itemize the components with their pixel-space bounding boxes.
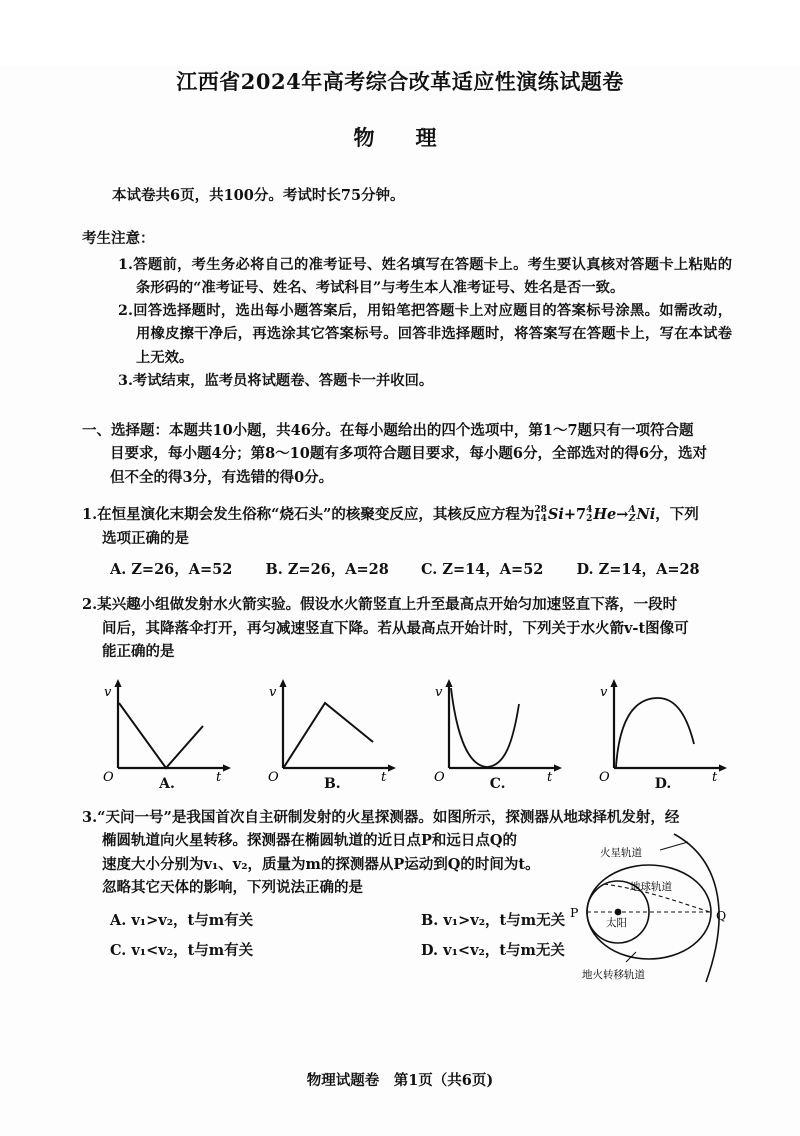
option-a[interactable]: A. Z=26，A=52 [110,561,233,579]
section-line-3: 但不全的得3分，有选错的得0分。 [110,468,334,486]
graph-option-b[interactable] [257,676,407,792]
exam-paper-page [0,66,800,1136]
axis-label-x: t [711,769,718,785]
list-item: 3.考试结束，监考员将试题卷、答题卡一并收回。 [118,372,434,389]
axis-label-y: v [269,684,277,700]
nickel-isotope-superscripts: A Z [628,505,636,525]
option-b[interactable]: B. v₁>v₂，t与m无关 [421,911,566,929]
page-title: 江西省2024年高考综合改革适应性演练试题卷 [176,69,624,94]
graph-option-c-label: C. [489,775,506,792]
earth-orbit-label: 地球轨道 [630,880,672,893]
helium-count: 7 [576,506,587,524]
exam-meta-line: 本试卷共6页，共100分。考试时长75分钟。 [112,187,405,204]
question-1-number: 1. [82,506,98,524]
helium-symbol: He [593,506,617,524]
axis-label-x: t [546,769,552,785]
page-footer: 物理试题卷 第1页（共6页) [306,1072,494,1089]
question-2-graph-row [92,676,738,792]
option-d[interactable]: D. v₁<v₂，t与m无关 [421,941,565,959]
silicon-isotope-superscripts: 28 14 [534,505,547,525]
aphelion-point-label: Q [716,907,727,923]
axis-origin: O [598,769,610,785]
axis-label-y: v [599,684,608,700]
vt-graph-a [92,676,242,785]
sun-marker [615,908,622,915]
option-d[interactable]: D. Z=14，A=28 [576,561,700,579]
reaction-arrow: → [616,506,629,524]
question-2-line-3: 能正确的是 [102,643,175,661]
mars-orbit-arc [674,834,719,982]
candidate-notice-list [0,254,800,393]
nuclear-equation [534,506,655,523]
question-2-number: 2. [82,596,98,614]
question-1-line-2: 选项正确的是 [102,529,189,547]
axis-origin: O [433,769,445,785]
graph-option-b-label: B. [323,775,341,792]
subject-title: 物 理 [353,125,447,150]
option-c[interactable]: C. v₁<v₂，t与m有关 [110,941,254,959]
option-c[interactable]: C. Z=14，A=52 [421,561,544,579]
perihelion-point-label: P [570,904,579,920]
orbital-transfer-diagram [556,832,752,984]
mars-label-leader [660,842,688,850]
section-line-2: 目要求，每小题4分；第8～10题有多项符合题目要求，每小题6分，全部选对的得6分，选对 [110,445,708,463]
question-3-line-4: 忽略其它天体的影响，下列说法正确的是 [102,879,363,897]
question-2-line-1: 某兴趣小组做发射水火箭实验。假设水火箭竖直上升至最高点开始匀加速竖直下落，一段时 [97,596,678,614]
list-item: 1.答题前，考生务必将自己的准考证号、姓名填写在答题卡上。考生要认真核对答题卡上粘贴的条形码的“准考证号、姓名、考试科目”与考生本人准考证号、姓名是否一致。 [118,257,732,297]
question-3-number: 3. [82,808,98,826]
question-2-line-2: 间后，其降落伞打开，再匀减速竖直下降。若从最高点开始计时，下列关于水火箭v-t图像可 [102,619,689,637]
section-line-1: 本题共10小题，共46分。在每小题给出的四个选项中，第1～7题只有一项符合题 [169,421,694,439]
list-item: 2.回答选择题时，选出每小题答案后，用铅笔把答题卡上对应题目的答案标号涂黑。如需改动，用橡皮擦干净后，再选涂其它答案标号。回答非选择题时，将答案写在答题卡上，写在本试卷上无效。 [118,303,732,366]
question-2 [82,593,732,663]
transfer-orbit-label: 地火转移轨道 [582,968,645,981]
graph-option-a[interactable] [92,676,242,792]
plus-operator: + [563,506,576,524]
option-a[interactable]: A. v₁>v₂，t与m有关 [110,911,254,929]
axis-label-x: t [381,769,387,785]
question-1-options [110,558,732,579]
mars-orbit-label: 火星轨道 [600,846,642,859]
axis-origin: O [103,769,114,785]
axis-origin: O [268,769,279,785]
axis-label-y: v [104,684,112,700]
question-3-line-1: “天问一号”是我国首次自主研制发射的火星探测器。如图所示，探测器从地球择机发射，经 [97,808,680,826]
question-3-line-2: 椭圆轨道向火星转移。探测器在椭圆轨道的近日点P和远日点Q的 [102,832,518,850]
graph-option-c[interactable] [423,676,573,792]
silicon-symbol: Si [547,506,564,524]
vt-graph-d [588,676,738,785]
helium-isotope-superscripts: 4 2 [586,505,593,525]
question-3-line-3: 速度大小分别为v₁、v₂，质量为m的探测器从P运动到Q的时间为t。 [102,855,540,873]
question-1-line-1b: ，下列 [655,506,699,524]
graph-option-a-label: A. [159,775,175,792]
section-label: 一、选择题： [82,421,169,439]
section-heading-multiple-choice [82,419,732,489]
axis-label-x: t [216,769,222,785]
sun-label: 太阳 [606,916,627,929]
axis-label-y: v [434,684,443,700]
vt-graph-c [423,676,573,785]
question-1 [82,503,732,550]
graph-option-d-label: D. [654,775,672,792]
question-1-line-1a: 在恒星演化末期会发生俗称“烧石头”的核聚变反应，其核反应方程为 [97,506,535,524]
candidate-notice-heading: 考生注意： [82,230,155,247]
option-b[interactable]: B. Z=26，A=28 [265,561,389,579]
nickel-symbol: Ni [636,506,656,524]
graph-option-d[interactable] [588,676,738,792]
vt-graph-b [257,676,407,785]
